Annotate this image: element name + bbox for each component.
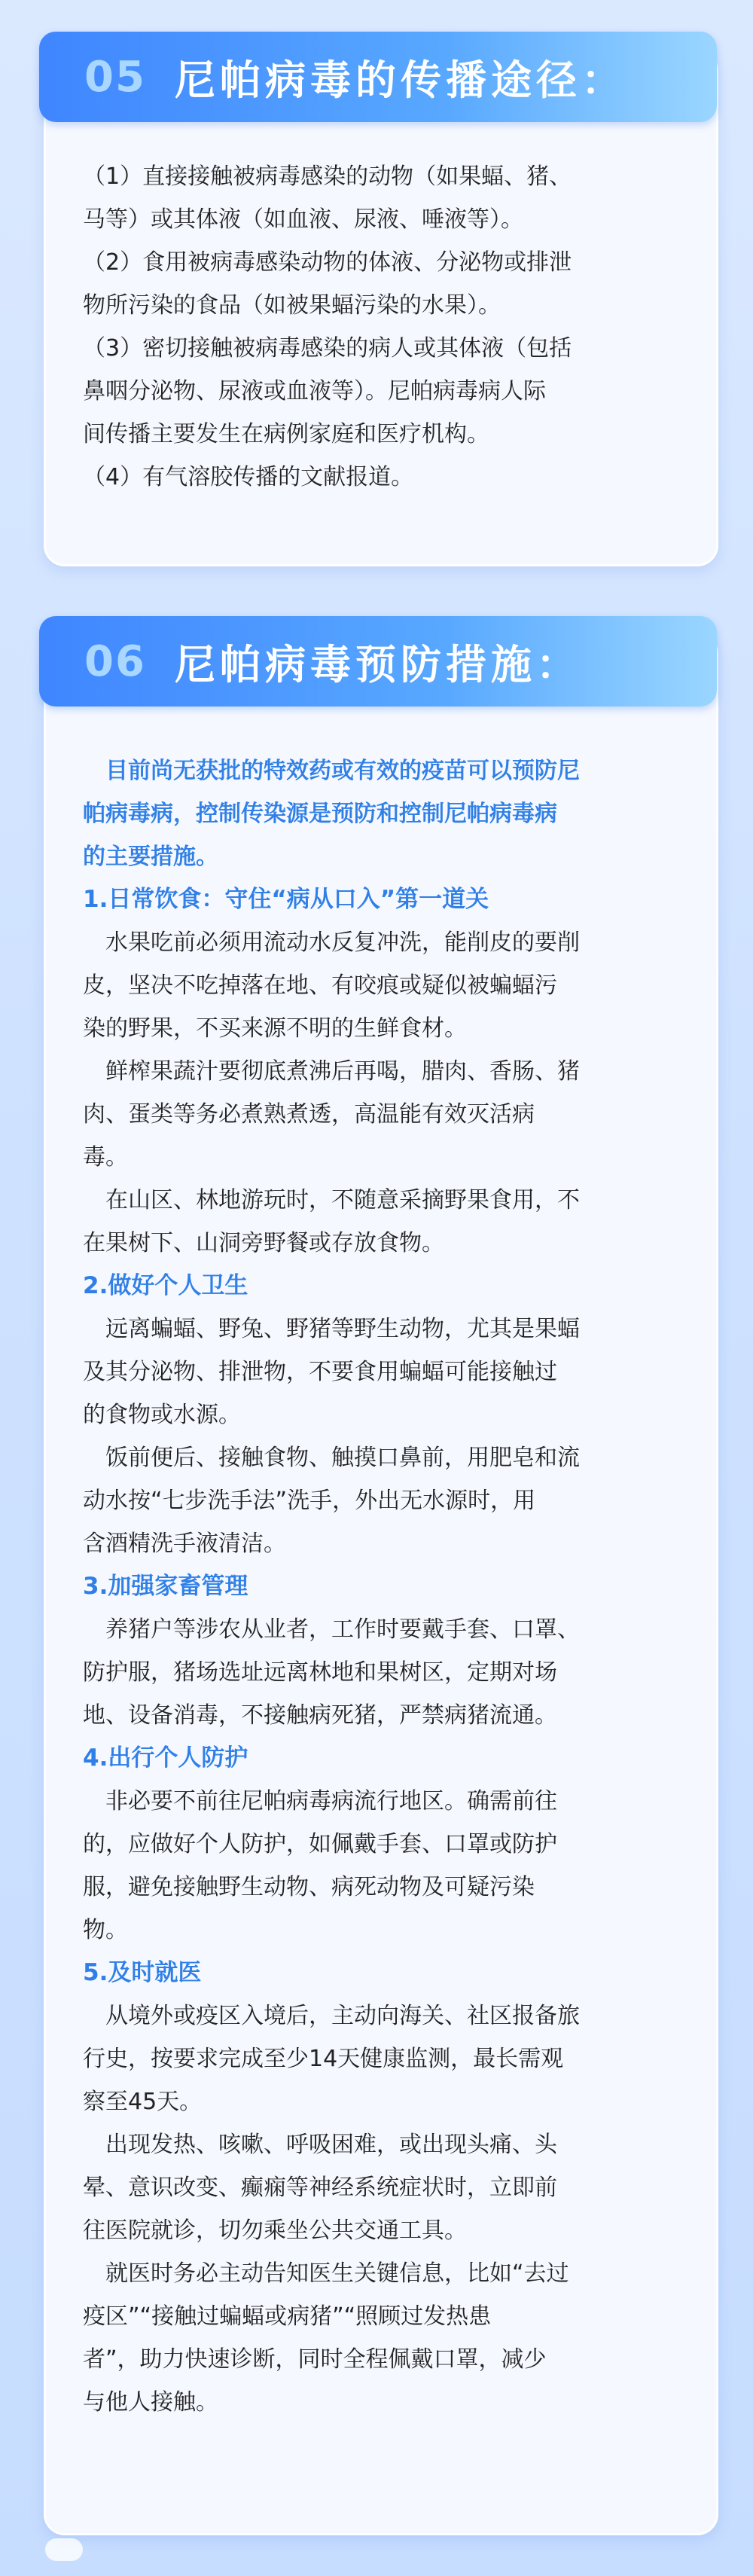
text-line: 含酒精洗手液清洁。 [83, 1531, 286, 1557]
text-line: （3）密切接触被病毒感染的病人或其体液（包括 [83, 335, 572, 362]
text-line: 在果树下、山洞旁野餐或存放食物。 [83, 1230, 444, 1256]
text-line: 往医院就诊，切勿乘坐公共交通工具。 [83, 2217, 467, 2244]
text-line: 及其分泌物、排泄物，不要食用蝙蝠可能接触过 [83, 1359, 557, 1385]
text-line: 疫区”“接触过蝙蝠或病猪”“照顾过发热患 [83, 2303, 492, 2330]
text-line: 的，应做好个人防护，如佩戴手套、口罩或防护 [83, 1831, 557, 1857]
text-line: 服，避免接触野生动物、病死动物及可疑污染 [83, 1874, 535, 1900]
section-06-number: 06 [84, 636, 146, 686]
text-line: 间传播主要发生在病例家庭和医疗机构。 [83, 421, 489, 447]
text-line: 察至45天。 [83, 2089, 203, 2115]
text-line: 从境外或疫区入境后，主动向海关、社区报备旅 [105, 2003, 580, 2029]
intro-line: 帕病毒病，控制传染源是预防和控制尼帕病毒病 [83, 801, 557, 827]
section-06-body [83, 749, 685, 2424]
text-line: 与他人接触。 [83, 2389, 218, 2416]
text-line: 就医时务必主动告知医生关键信息，比如“去过 [105, 2260, 569, 2287]
intro-line: 目前尚无获批的特效药或有效的疫苗可以预防尼 [105, 758, 580, 784]
text-line: （1）直接接触被病毒感染的动物（如果蝠、猪、 [83, 163, 572, 190]
text-line: 物所污染的食品（如被果蝠污染的水果）。 [83, 292, 501, 319]
text-line: 肉、蛋类等务必煮熟煮透，高温能有效灭活病 [83, 1101, 535, 1128]
text-line: 鼻咽分泌物、尿液或血液等）。尼帕病毒病人际 [83, 378, 546, 404]
text-line: 饭前便后、接触食物、触摸口鼻前，用肥皂和流 [105, 1445, 580, 1471]
text-line: 出现发热、咳嗽、呼吸困难，或出现头痛、头 [105, 2132, 557, 2158]
text-line: 者”，助力快速诊断，同时全程佩戴口罩，减少 [83, 2346, 547, 2373]
text-line: 毒。 [83, 1144, 128, 1170]
section-05-body [83, 155, 685, 499]
text-line: 非必要不前往尼帕病毒病流行地区。确需前往 [105, 1788, 557, 1814]
text-line: 染的野果，不买来源不明的生鲜食材。 [83, 1015, 467, 1042]
text-line: 动水按“七步洗手法”洗手，外出无水源时，用 [83, 1488, 536, 1514]
text-line: 行史，按要求完成至少14天健康监测，最长需观 [83, 2046, 564, 2072]
text-line: 物。 [83, 1917, 128, 1943]
section-06-header [39, 616, 717, 707]
text-line: （2）食用被病毒感染动物的体液、分泌物或排泄 [83, 249, 572, 276]
text-line: 水果吃前必须用流动水反复冲洗，能削皮的要削 [105, 929, 580, 956]
text-line: 晕、意识改变、癫痫等神经系统症状时，立即前 [83, 2175, 557, 2201]
text-line: （4）有气溶胶传播的文献报道。 [83, 464, 414, 490]
section-05-number: 05 [84, 52, 146, 102]
text-line: 养猪户等涉农从业者，工作时要戴手套、口罩、 [105, 1616, 580, 1643]
subheading-medical: 5.及时就医 [83, 1959, 202, 1986]
text-line: 皮，坚决不吃掉落在地、有咬痕或疑似被蝙蝠污 [83, 972, 557, 999]
text-line: 远离蝙蝠、野兔、野猪等野生动物，尤其是果蝠 [105, 1316, 580, 1342]
section-06-title: 尼帕病毒预防措施： [175, 640, 581, 688]
subheading-travel: 4.出行个人防护 [83, 1744, 248, 1772]
text-line: 防护服，猪场选址远离林地和果树区，定期对场 [83, 1659, 557, 1686]
intro-line: 的主要措施。 [83, 844, 218, 870]
section-05-header [39, 32, 717, 122]
subheading-diet: 1.日常饮食：守住“病从口入”第一道关 [83, 886, 489, 913]
text-line: 鲜榨果蔬汁要彻底煮沸后再喝，腊肉、香肠、猪 [105, 1058, 580, 1085]
text-line: 地、设备消毒，不接触病死猪，严禁病猪流通。 [83, 1702, 557, 1729]
text-line: 在山区、林地游玩时，不随意采摘野果食用，不 [105, 1187, 580, 1213]
text-line: 的食物或水源。 [83, 1402, 241, 1428]
decorative-pill [45, 2538, 83, 2561]
subheading-hygiene: 2.做好个人卫生 [83, 1272, 248, 1299]
text-line: 马等）或其体液（如血液、尿液、唾液等）。 [83, 206, 523, 233]
subheading-livestock: 3.加强家畜管理 [83, 1573, 248, 1600]
section-05-title: 尼帕病毒的传播途径： [175, 56, 626, 104]
